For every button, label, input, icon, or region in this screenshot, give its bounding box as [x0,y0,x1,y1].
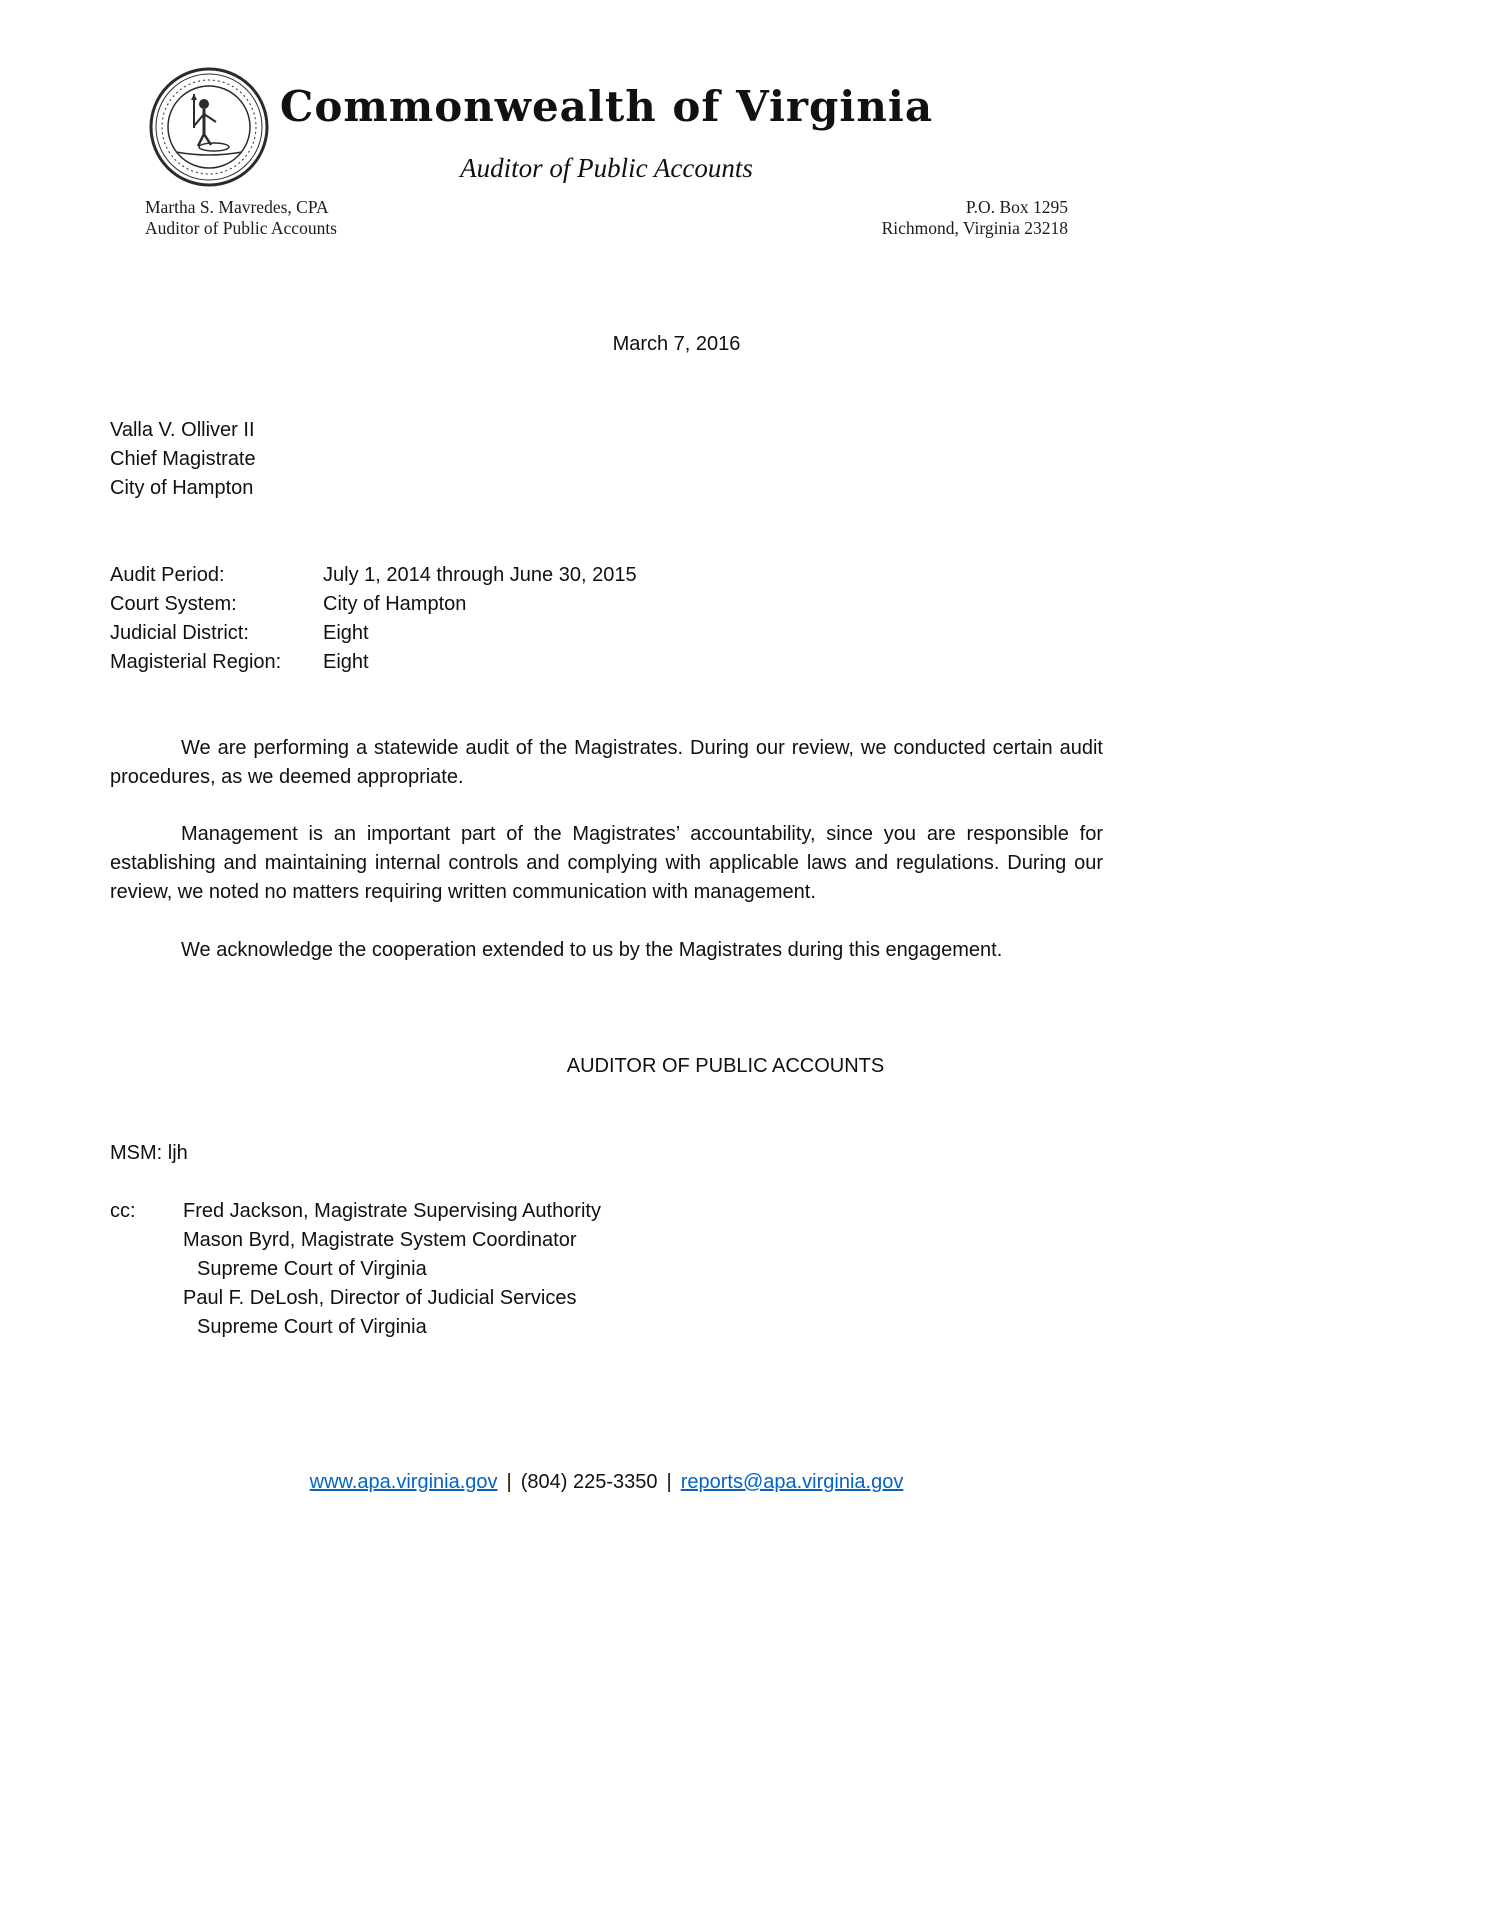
org-subtitle: Auditor of Public Accounts [460,153,753,183]
cc-label: cc: [110,1200,136,1222]
cc-lines [183,1197,1103,1342]
recipient-name: Valla V. Olliver II [110,419,255,441]
website-link[interactable]: www.apa.virginia.gov [309,1471,498,1493]
detail-label-court-system: Court System: [110,593,237,615]
footer-separator: | [506,1471,512,1493]
signature-block: AUDITOR OF PUBLIC ACCOUNTS [566,1055,885,1077]
cc-line: Supreme Court of Virginia [197,1258,427,1280]
body-paragraph-2: Management is an important part of the Magistrates’ accountability, since you are responsible for establishing and maintaining internal controls and complying with applicable laws and regulations. During our review, we noted no matters requiring written communication with management. [110,823,1103,903]
letter-date: March 7, 2016 [612,333,741,355]
detail-label-judicial-district: Judicial District: [110,622,249,644]
detail-value-magisterial-region: Eight [323,651,369,673]
recipient-location: City of Hampton [110,477,254,499]
cc-block [110,1197,1103,1342]
official-title: Auditor of Public Accounts [145,218,337,238]
cc-line: Mason Byrd, Magistrate System Coordinator [183,1229,577,1251]
address-city-state: Richmond, Virginia 23218 [881,218,1068,238]
email-link[interactable]: reports@apa.virginia.gov [680,1471,904,1493]
detail-label-audit-period: Audit Period: [110,564,225,586]
footer-separator: | [666,1471,672,1493]
body-paragraph-1: We are performing a statewide audit of the Magistrates. During our review, we conducted certain audit procedures, as we deemed appropriate. [110,737,1103,788]
official-name: Martha S. Mavredes, CPA [145,197,329,217]
cc-line: Fred Jackson, Magistrate Supervising Authority [183,1200,601,1222]
cc-line: Supreme Court of Virginia [197,1316,427,1338]
contact-footer [110,1468,1103,1497]
recipient-title: Chief Magistrate [110,448,256,470]
phone-number: (804) 225-3350 [520,1471,658,1493]
detail-value-judicial-district: Eight [323,622,369,644]
address-po-box: P.O. Box 1295 [965,197,1068,217]
body-paragraph-3: We acknowledge the cooperation extended to us by the Magistrates during this engagement. [181,939,1003,961]
cc-line: Paul F. DeLosh, Director of Judicial Services [183,1287,577,1309]
org-title: Commonwealth of Virginia [279,82,934,131]
audit-details [110,561,1103,677]
recipient-block [110,416,1103,503]
detail-value-audit-period: July 1, 2014 through June 30, 2015 [323,564,637,586]
detail-label-magisterial-region: Magisterial Region: [110,651,282,673]
detail-value-court-system: City of Hampton [323,593,467,615]
letter-body [110,0,1103,1342]
reference-initials: MSM: ljh [110,1142,188,1164]
